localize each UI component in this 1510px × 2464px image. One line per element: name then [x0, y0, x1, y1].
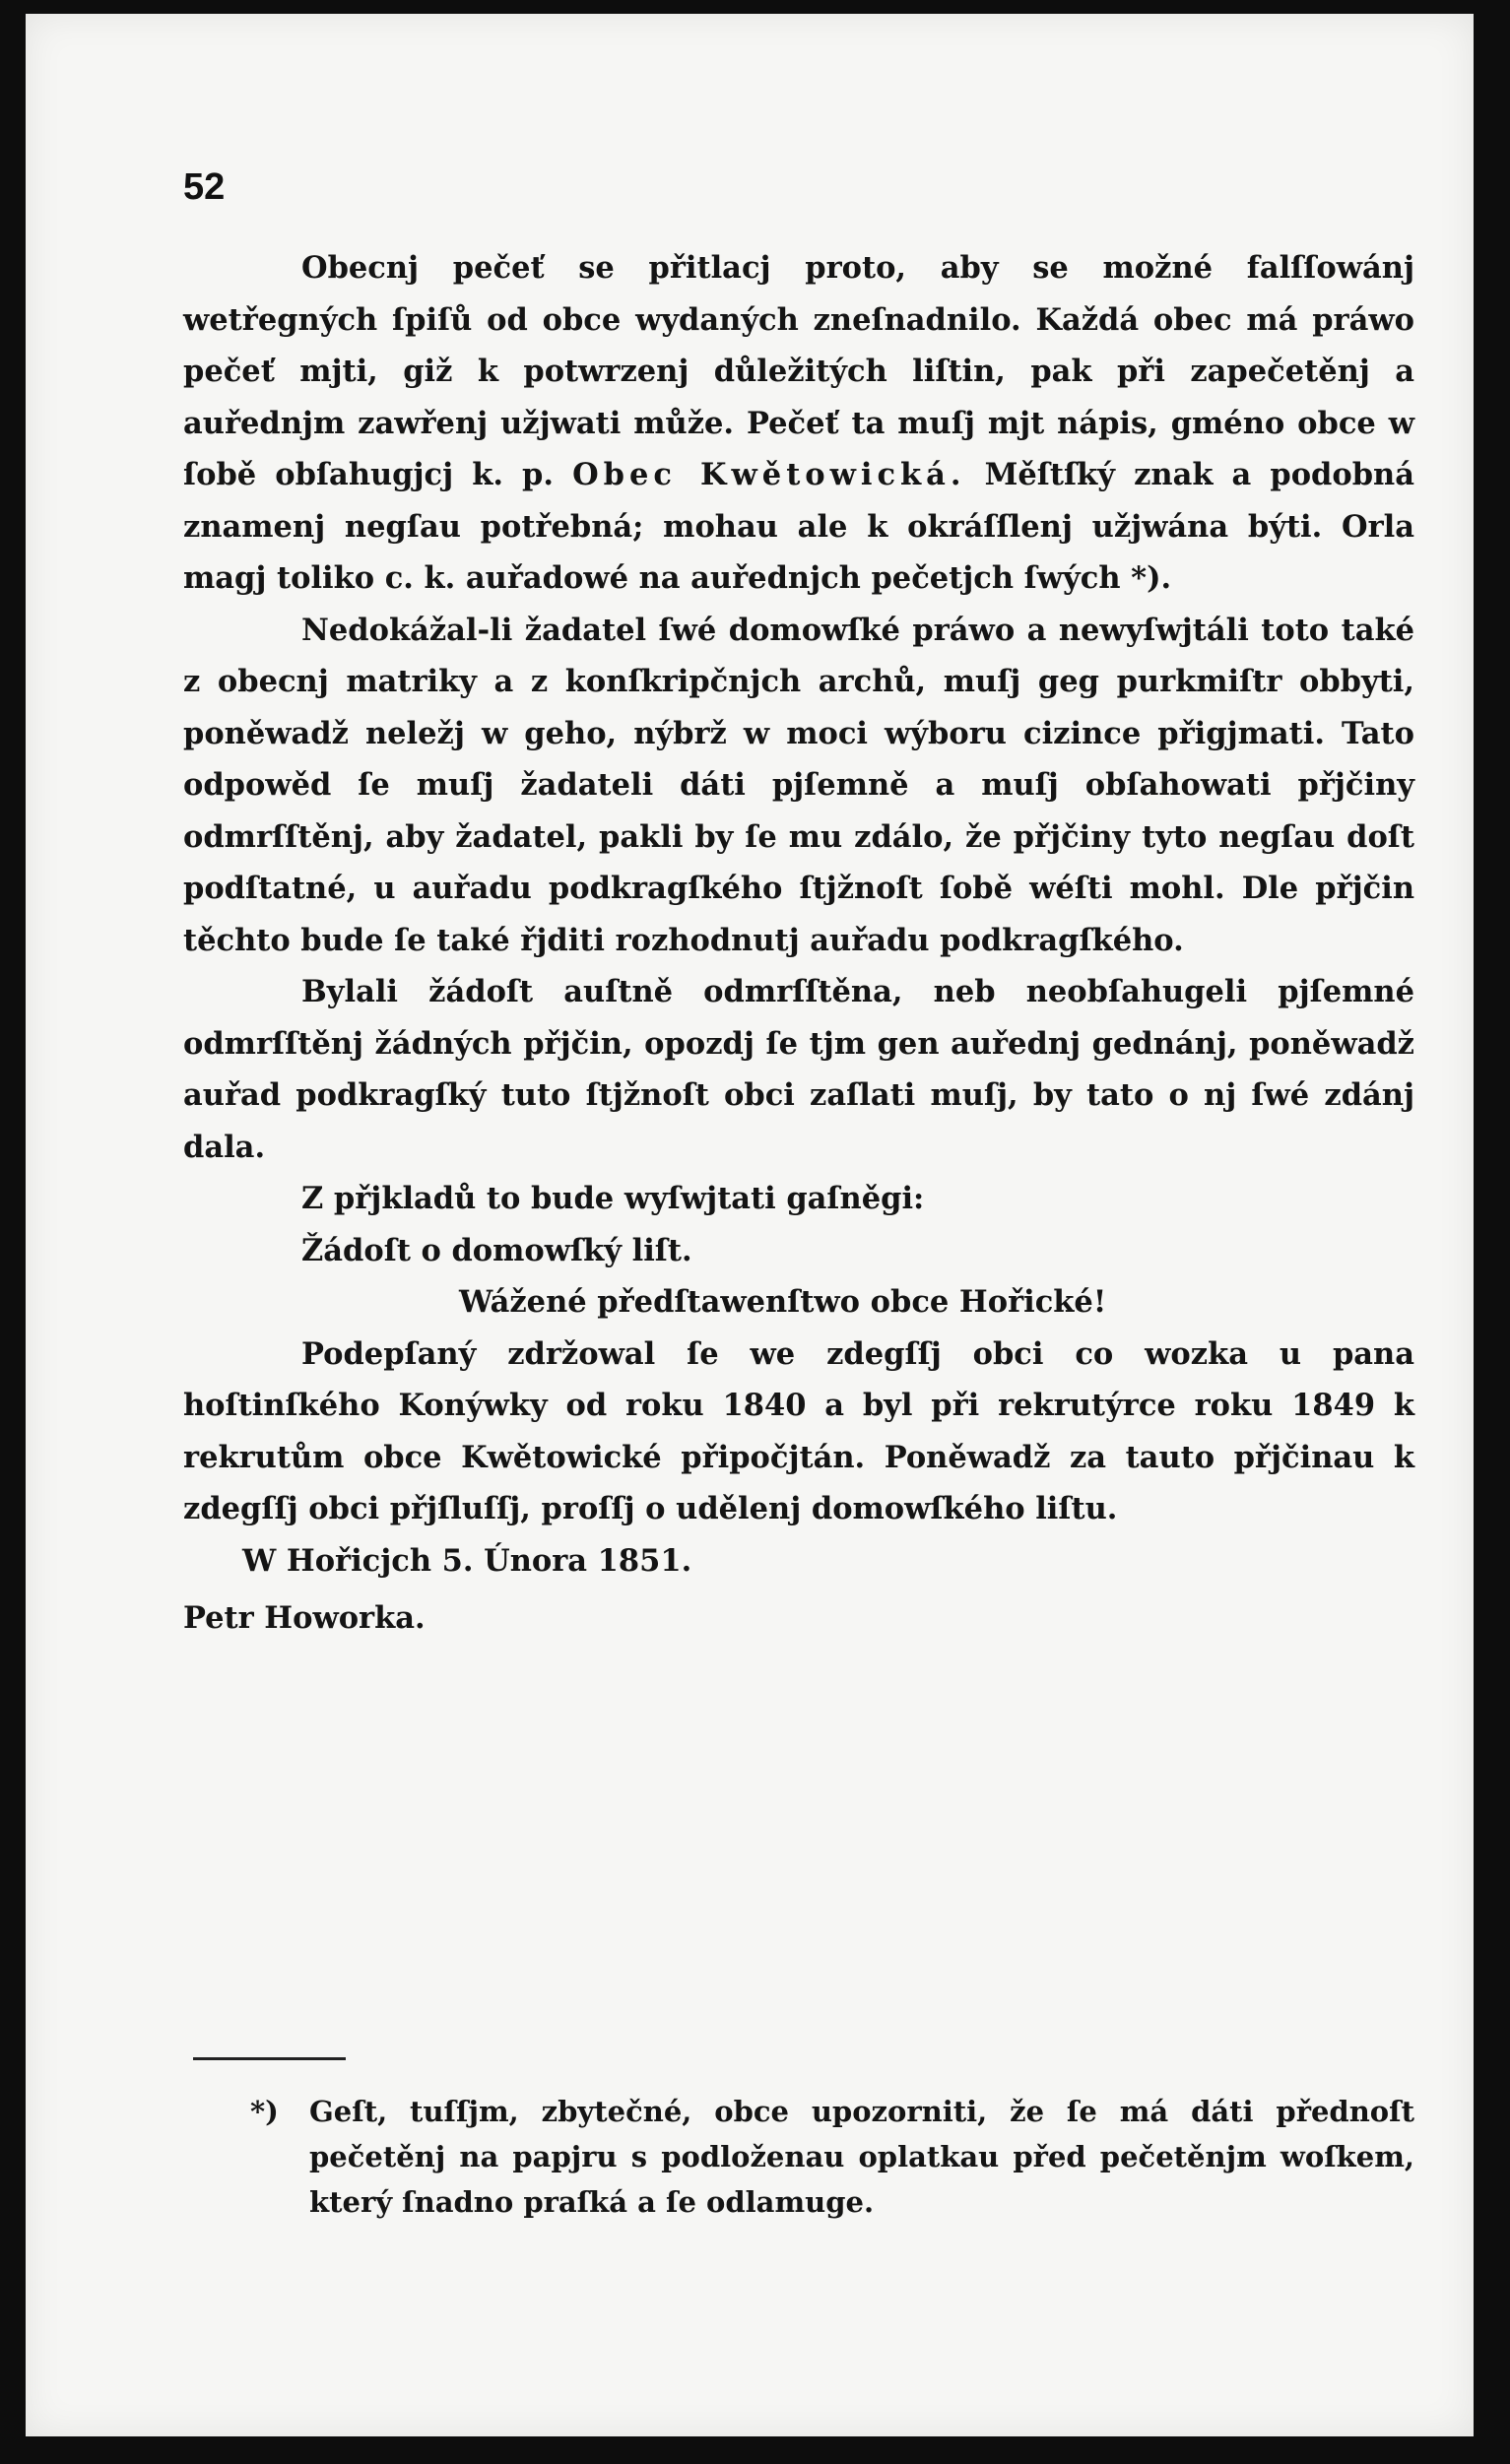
sample-seal-inscription: Obec Kwětowická.	[572, 457, 966, 492]
example-intro: Z přjkladů to bude wyſwjtati gaſněgi:	[301, 1181, 925, 1216]
paragraph-seal-continued: Měſtſký znak a podobná znamenj negſau potřebná; mohau ale k okráſſlenj užjwána býti. Orla magj toliko c. k. auřadowé na auřednjch pečetjch ſwých *).	[183, 457, 1414, 596]
page-number: 52	[183, 166, 226, 208]
example-salutation: Wážené předſtawenſtwo obce Hořické!	[459, 1284, 1107, 1320]
document-page	[26, 14, 1474, 2436]
paragraph-refusal: Nedokážal-li žadatel ſwé domowſké práwo a newyſwjtáli toto také z obecnj matriky a z konſkripčnjch archů, muſj geg purkmiſtr obbyti, poněwadž neležj w geho, nýbrž w moci wýboru cizince přigjmati. Tato odpowěd ſe muſj žadateli dáti pjſemně a muſj obſahowati přjčiny odmrſſtěnj, aby žadatel, pakli by ſe mu zdálo, že přjčiny tyto negſau doſt podſtatné, u auřadu podkragſkého ſtjžnoſt ſobě wéſti mohl. Dle přjčin těchto bude ſe také řjditi rozhodnutj auřadu podkragſkého.	[183, 612, 1414, 958]
paragraph-seal-text: Obecnj pečeť se přitlacj proto, aby se možné falſſowánj wetřegných ſpiſů od obce wydaných zneſnadnilo. Každá obec má práwo pečeť mjti, giž k potwrzenj důležitých liſtin, pak při zapečetěnj a auřednjm zawřenj užjwati může. Pečeť ta muſj mjt nápis, gméno obce w ſobě obſahugjcj k. p.	[183, 250, 1414, 492]
example-signature: Petr Howorka.	[183, 1600, 426, 1636]
body-text	[183, 242, 1414, 1645]
example-heading: Žádoſt o domowſký liſt.	[301, 1232, 692, 1268]
paragraph-oral-refusal: Bylali žádoſt auſtně odmrſſtěna, neb neobſahugeli pjſemné odmrſſtěnj žádných přjčin, opozdj ſe tjm gen auřednj gednánj, poněwadž auřad podkragſký tuto ſtjžnoſt obci zaſlati muſj, by tato o nj ſwé zdánj dala.	[183, 974, 1414, 1165]
footnote-marker: *)	[250, 2095, 279, 2128]
footnote-rule	[193, 2057, 346, 2060]
footnote-text: Geſt, tuſſjm, zbytečné, obce upozorniti, že ſe má dáti přednoſt pečetěnj na papjru s podloženau oplatkau před pečetěnjm woſkem, který ſnadno praſká a ſe odlamuge.	[309, 2095, 1414, 2219]
example-date: W Hořicjch 5. Února 1851.	[242, 1542, 692, 1579]
footnote	[252, 2089, 1414, 2225]
example-request: Podepſaný zdržowal ſe we zdegſſj obci co wozka u pana hoſtinſkého Konýwky od roku 1840 a byl při rekrutýrce roku 1849 k rekrutům obce Kwětowické připočjtán. Poněwadž za tauto přjčinau k zdegſſj obci přjſluſſj, proſſj o udělenj domowſkého liſtu.	[183, 1335, 1414, 1526]
paragraph-seal	[183, 242, 1414, 605]
